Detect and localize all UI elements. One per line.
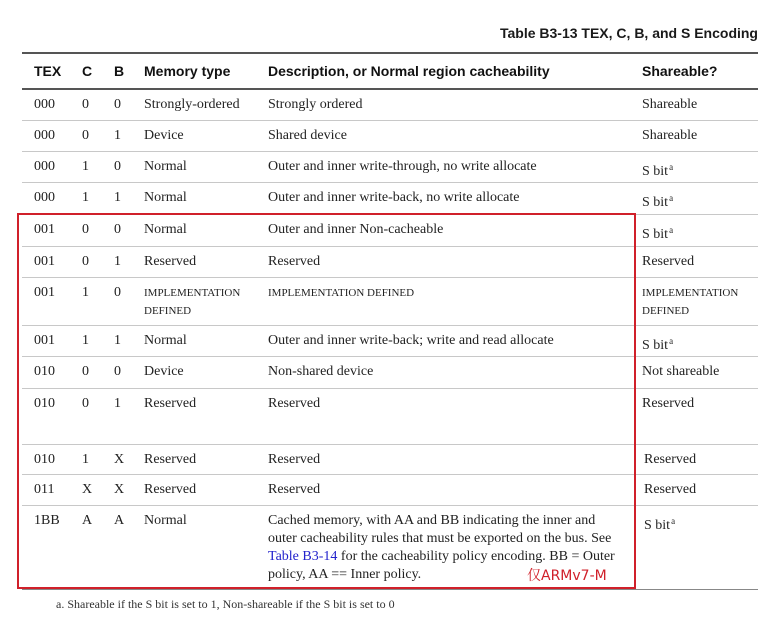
cell-c: 0 [82,254,89,269]
table-row [22,183,758,215]
cell-tex: 010 [34,364,55,379]
table-footnote: a. Shareable if the S bit is set to 1, Non-shareable if the S bit is set to 0 [56,597,395,611]
shareable-text: S bit [642,164,669,179]
cell-memory-type: Reserved [144,482,197,497]
cell-b: 1 [114,190,121,205]
cell-tex: 010 [34,396,55,411]
cell-description: Reserved [268,452,321,467]
cell-shareable: Not shareable [642,364,720,379]
cell-tex: 000 [34,190,55,205]
cell-c: 1 [82,159,89,174]
cell-shareable: IMPLEMENTATION [642,287,739,299]
cell-description: Non-shared device [268,364,374,379]
cell-tex: 011 [34,482,55,497]
cell-b: 0 [114,364,121,379]
cell-shareable [642,189,757,212]
shareable-text: S bit [642,227,669,242]
cell-shareable: Reserved [644,452,697,467]
cell-description: Outer and inner Non-cacheable [268,222,444,237]
cell-memory-type: Reserved [144,396,197,411]
cell-c: 1 [82,190,89,205]
shareable-text: S bit [642,338,669,353]
header-description: Description, or Normal region cacheability [268,63,550,79]
cell-tex: 1BB [34,513,60,528]
cell-b: 1 [114,333,121,348]
cell-c: 1 [82,333,89,348]
cell-c: 0 [82,396,89,411]
cell-description: Outer and inner write-through, no write allocate [268,159,537,174]
table-b3-14-link[interactable]: Table B3-14 [268,549,338,564]
table-row [22,90,758,121]
footnote-marker: a [669,162,674,172]
cell-shareable: Shareable [642,128,698,143]
cell-description: Shared device [268,128,347,143]
cell-shareable [642,332,757,355]
table-row [22,247,758,278]
table-row [22,357,758,389]
shareable-text: S bit [642,195,669,210]
cell-memory-type: Device [144,128,184,143]
cell-memory-type: Normal [144,333,187,348]
cell-b: 1 [114,128,121,143]
cell-memory-type: Strongly-ordered [144,97,240,112]
cell-shareable [642,221,757,244]
cell-c: 0 [82,222,89,237]
footnote-marker: a [669,193,674,203]
cell-tex: 000 [34,97,55,112]
cell-b: 0 [114,97,121,112]
cell-memory-type: Normal [144,190,187,205]
table-row [22,121,758,152]
cell-description: Reserved [268,482,321,497]
cell-b: 0 [114,222,121,237]
table-row [22,389,758,445]
footnote-marker: a [669,336,674,346]
cell-memory-type: Reserved [144,254,197,269]
cell-c: 0 [82,364,89,379]
cell-tex: 010 [34,452,55,467]
header-c: C [82,63,93,79]
table-header-row [22,54,758,88]
cell-shareable-line2: DEFINED [642,305,690,317]
cell-memory-type-line2: DEFINED [144,305,192,317]
cell-tex: 000 [34,159,55,174]
cell-description: Outer and inner write-back; write and read allocate [268,333,554,348]
table-row [22,278,758,326]
cell-b: 0 [114,285,121,300]
cell-tex: 001 [34,222,55,237]
table-caption: Table B3-13 TEX, C, B, and S Encoding [499,25,758,41]
cell-memory-type: Device [144,364,184,379]
table-row [22,445,758,475]
cell-memory-type: Normal [144,513,187,528]
cell-shareable: Reserved [644,482,697,497]
cell-c: 0 [82,97,89,112]
description-text-continued: for the cacheability policy encoding. BB = Outer policy, AA == Inner policy. [268,549,615,582]
cell-tex: 000 [34,128,55,143]
cell-c: 0 [82,128,89,143]
cell-description: Strongly ordered [268,97,363,112]
description-text: Cached memory, with AA and BB indicating the inner and outer cacheability rules that must be exported on the bus. See [268,513,612,546]
table-row [22,152,758,183]
cell-c: 1 [82,285,89,300]
cell-memory-type: Normal [144,159,187,174]
cell-memory-type: IMPLEMENTATION [144,287,241,299]
cell-tex: 001 [34,285,55,300]
header-shareable: Shareable? [642,63,718,79]
cell-description: Reserved [268,396,321,411]
cell-shareable: Shareable [642,97,698,112]
cell-shareable [642,158,757,181]
cell-tex: 001 [34,333,55,348]
cell-b: X [114,452,125,467]
cell-memory-type: Reserved [144,452,197,467]
cell-c: X [82,482,93,497]
cell-shareable: Reserved [642,254,695,269]
cell-c: 1 [82,452,89,467]
table-row [22,475,758,506]
cell-shareable [644,512,759,535]
cell-b: 1 [114,396,121,411]
cell-tex: 001 [34,254,55,269]
footnote-marker: a [669,225,674,235]
cell-shareable: Reserved [642,396,695,411]
footnote-marker: a [671,516,676,526]
shareable-text: S bit [644,518,671,533]
cell-b: 1 [114,254,121,269]
cell-c: A [82,513,93,528]
cell-b: X [114,482,125,497]
header-b: B [114,63,125,79]
table-row [22,215,758,247]
header-memory-type: Memory type [144,63,231,79]
cell-description: IMPLEMENTATION DEFINED [268,287,415,299]
cell-b: A [114,513,125,528]
header-tex: TEX [34,63,62,79]
cell-memory-type: Normal [144,222,187,237]
annotation-label: 仅ARMv7-M [527,568,607,584]
cell-b: 0 [114,159,121,174]
table-row [22,506,758,590]
table-row [22,326,758,357]
cell-description: Reserved [268,254,321,269]
cell-description: Outer and inner write-back, no write allocate [268,190,520,205]
